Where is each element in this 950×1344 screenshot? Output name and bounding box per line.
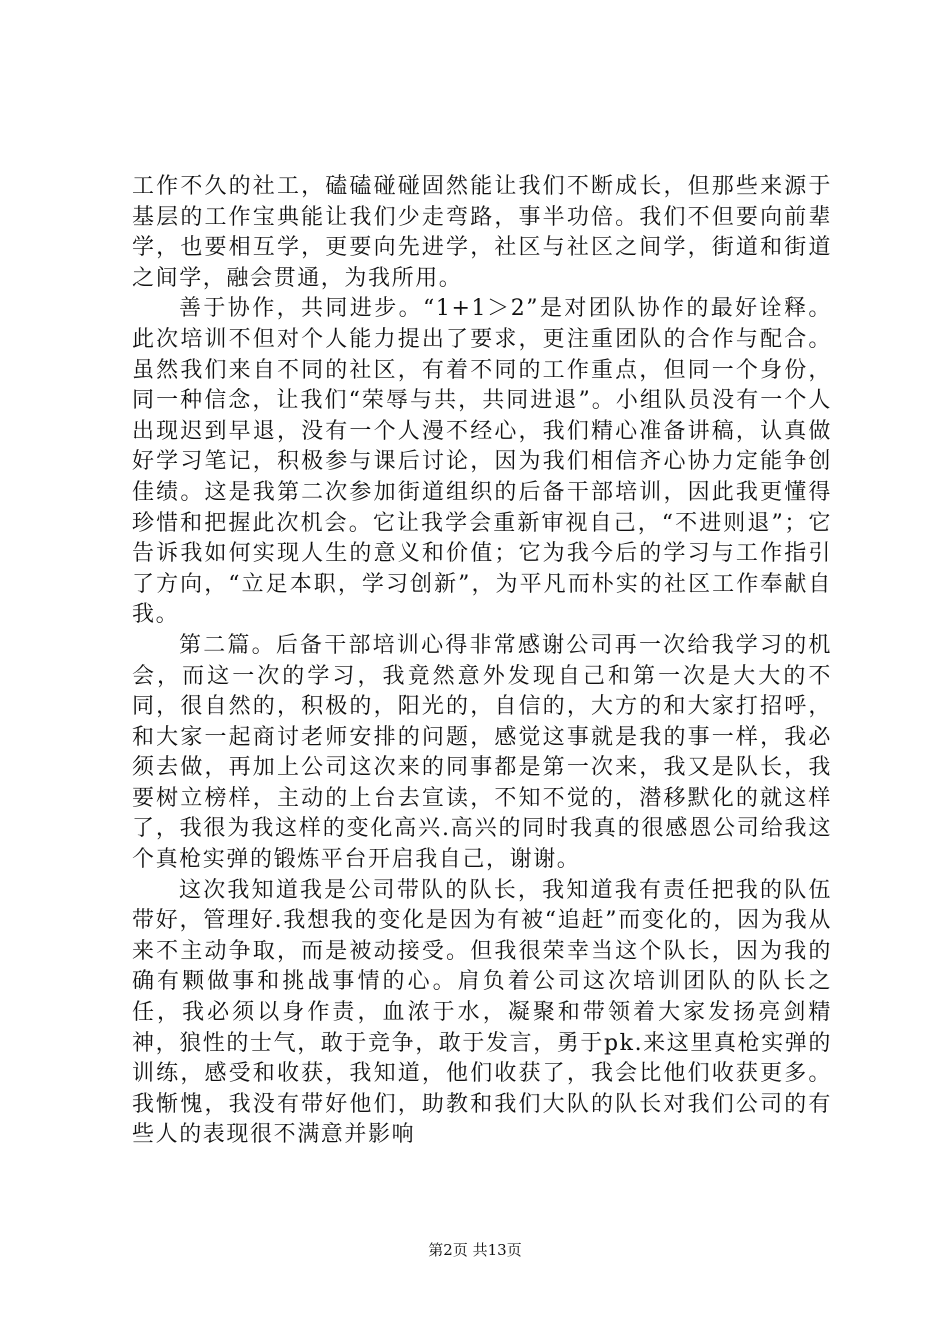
- paragraph-2: 善于协作，共同进步。“1+1＞2”是对团队协作的最好诠释。此次培训不但对个人能力提出了要求，更注重团队的合作与配合。虽然我们来自不同的社区，有着不同的工作重点，但同一个身份，同一种信念，让我们“荣辱与共，共同进退”。小组队员没有一个人出现迟到早退，没有一个人漫不经心，我们精心准备讲稿，认真做好学习笔记，积极参与课后讨论，因为我们相信齐心协力定能争创佳绩。这是我第二次参加街道组织的后备干部培训，因此我更懂得珍惜和把握此次机会。它让我学会重新审视自己，“不进则退”；它告诉我如何实现人生的意义和价值；它为我今后的学习与工作指引了方向，“立足本职，学习创新”，为平凡而朴实的社区工作奉献自我。: [132, 296, 832, 628]
- page-number-footer: 第2页 共13页: [428, 1241, 522, 1259]
- paragraph-3: 第二篇。后备干部培训心得非常感谢公司再一次给我学习的机会，而这一次的学习，我竟然意外发现自己和第一次是大大的不同，很自然的，积极的，阳光的，自信的，大方的和大家打招呼，和大家一起商讨老师安排的问题，感觉这事就是我的事一样，我必须去做，再加上公司这次来的同事都是第一次来，我又是队长，我要树立榜样，主动的上台去宣读，不知不觉的，潜移默化的就这样了，我很为我这样的变化高兴.高兴的同时我真的很感恩公司给我这个真枪实弹的锻炼平台开启我自己，谢谢。: [132, 632, 832, 873]
- paragraph-1: 工作不久的社工，磕磕碰碰固然能让我们不断成长，但那些来源于基层的工作宝典能让我们少走弯路，事半功倍。我们不但要向前辈学，也要相互学，更要向先进学，社区与社区之间学，街道和街道之间学，融会贯通，为我所用。: [132, 174, 832, 291]
- paragraph-4: 这次我知道我是公司带队的队长，我知道我有责任把我的队伍带好，管理好.我想我的变化是因为有被“追赶”而变化的，因为我从来不主动争取，而是被动接受。但我很荣幸当这个队长，因为我的确有颗做事和挑战事情的心。肩负着公司这次培训团队的队长之任，我必须以身作责，血浓于水，凝聚和带领着大家发扬亮剑精神，狼性的士气，敢于竞争，敢于发言，勇于pk.来这里真枪实弹的训练，感受和收获，我知道，他们收获了，我会比他们收获更多。我惭愧，我没有带好他们，助教和我们大队的队长对我们公司的有些人的表现很不满意并影响: [132, 877, 833, 1148]
- document-body: [132, 172, 832, 1151]
